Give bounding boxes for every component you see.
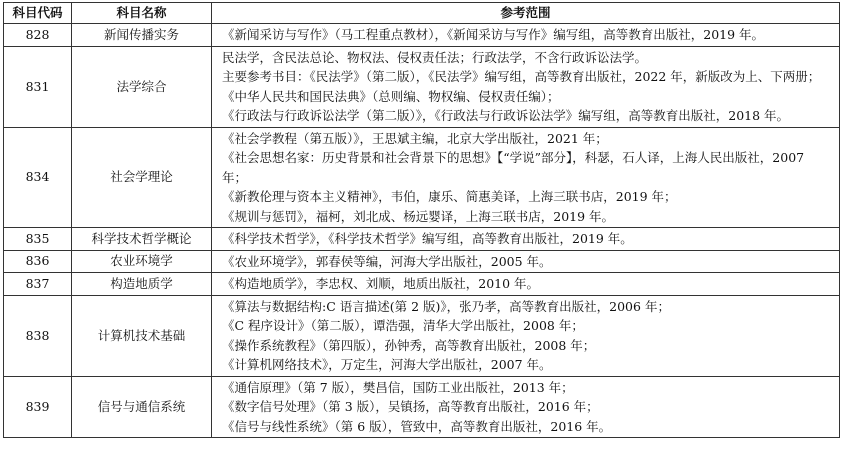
subject-name-cell: 法学综合 — [72, 46, 212, 127]
table-row — [4, 127, 840, 228]
exam-reference-table — [3, 2, 840, 438]
reference-line: 《信号与线性系统》（第 6 版），管致中，高等教育出版社，2016 年。 — [222, 418, 612, 434]
table-row — [4, 273, 840, 296]
reference-scope-cell — [212, 46, 840, 127]
subject-name-cell: 社会学理论 — [72, 127, 212, 228]
reference-line: 主要参考书目：《民法学》（第二版），《民法学》编写组，高等教育出版社，2022 年，新版改为上、下两册； — [222, 69, 821, 84]
reference-scope-cell — [212, 295, 840, 376]
table-row — [4, 24, 840, 47]
subject-name-cell: 新闻传播实务 — [72, 24, 212, 47]
reference-scope-cell — [212, 273, 840, 296]
subject-name-cell: 科学技术哲学概论 — [72, 228, 212, 251]
reference-line: 《通信原理》（第 7 版），樊昌信，国防工业出版社，2013 年； — [222, 379, 574, 395]
subject-code-cell: 838 — [4, 295, 72, 376]
reference-line: 《规训与惩罚》，福柯，刘北成、杨远婴译，上海三联书店，2019 年。 — [222, 208, 615, 224]
reference-line: 《社会学教程（第五版）》，王思斌主编，北京大学出版社，2021 年； — [222, 130, 608, 146]
subject-code-cell: 837 — [4, 273, 72, 296]
header-subject-code: 科目代码 — [4, 3, 72, 24]
reference-line: 《数字信号处理》（第 3 版），吴镇扬，高等教育出版社，2016 年； — [222, 399, 599, 414]
reference-line: 《C 程序设计》（第二版），谭浩强，清华大学出版社，2008 年； — [222, 318, 584, 333]
subject-code-cell: 836 — [4, 250, 72, 273]
reference-line: 《操作系统教程》（第四版），孙钟秀，高等教育出版社，2008 年； — [222, 337, 596, 353]
reference-scope-cell — [212, 24, 840, 47]
reference-line: 《计算机网络技术》，万定生，河海大学出版社，2007 年。 — [222, 357, 552, 372]
exam-reference-table-container — [3, 2, 840, 438]
reference-line: 《科学技术哲学》，《科学技术哲学》编写组，高等教育出版社，2019 年。 — [222, 231, 633, 246]
reference-line: 《新闻采访与写作》（马工程重点教材），《新闻采访与写作》编写组，高等教育出版社，2019 年。 — [222, 27, 765, 42]
subject-code-cell: 839 — [4, 376, 72, 438]
table-header-row — [4, 3, 840, 24]
table-row — [4, 228, 840, 251]
header-reference-scope: 参考范围 — [212, 3, 840, 24]
subject-code-cell: 828 — [4, 24, 72, 47]
reference-line: 《算法与数据结构:C 语言描述(第 2 版)》，张乃孝，高等教育出版社，2006 年； — [222, 298, 670, 314]
subject-code-cell: 831 — [4, 46, 72, 127]
reference-line: 《新教伦理与资本主义精神》，韦伯，康乐、简惠美译，上海三联书店，2019 年； — [222, 189, 677, 204]
subject-name-cell: 信号与通信系统 — [72, 376, 212, 438]
reference-line: 《社会思想名家：历史背景和社会背景下的思想》【“学说”部分】，科瑟，石人译，上海人民出版社，2007 年； — [222, 150, 805, 185]
table-row — [4, 295, 840, 376]
reference-line: 《行政法与行政诉讼法学（第二版）》，《行政法与行政诉讼法学》编写组，高等教育出版社，2018 年。 — [222, 108, 790, 123]
reference-scope-cell — [212, 376, 840, 438]
reference-scope-cell — [212, 228, 840, 251]
reference-line: 《中华人民共和国民法典》（总则编、物权编、侵权责任编）； — [222, 88, 560, 104]
subject-name-cell: 农业环境学 — [72, 250, 212, 273]
table-row — [4, 376, 840, 438]
subject-code-cell: 834 — [4, 127, 72, 228]
header-subject-name: 科目名称 — [72, 3, 212, 24]
reference-line: 《农业环境学》，郭春侯等编，河海大学出版社，2005 年。 — [222, 253, 552, 269]
table-row — [4, 46, 840, 127]
subject-name-cell: 计算机技术基础 — [72, 295, 212, 376]
reference-line: 民法学，含民法总论、物权法、侵权责任法；行政法学，不含行政诉讼法学。 — [222, 49, 648, 65]
table-body — [4, 24, 840, 438]
table-row — [4, 250, 840, 273]
reference-line: 《构造地质学》，李忠权、刘顺，地质出版社，2010 年。 — [222, 276, 540, 291]
subject-name-cell: 构造地质学 — [72, 273, 212, 296]
reference-scope-cell — [212, 127, 840, 228]
subject-code-cell: 835 — [4, 228, 72, 251]
reference-scope-cell — [212, 250, 840, 273]
